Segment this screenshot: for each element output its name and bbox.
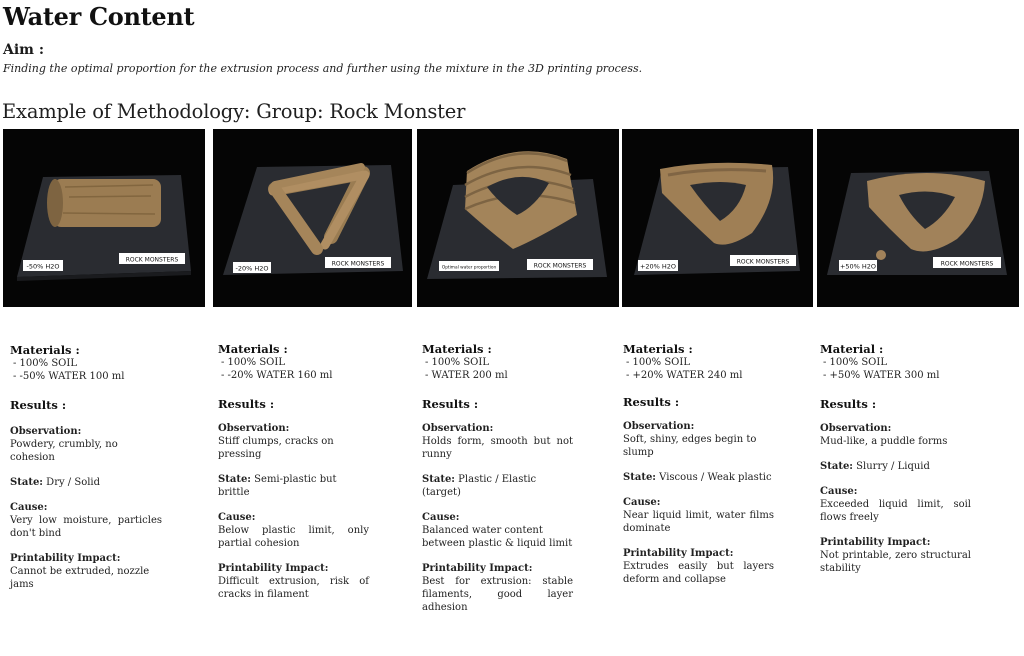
sample-column-3 xyxy=(422,342,573,614)
materials-heading: Material : xyxy=(820,342,884,356)
cause-text: Very low moisture, particles don't bind xyxy=(10,515,162,539)
material-item: - 100% SOIL xyxy=(626,357,690,368)
materials-heading: Materials : xyxy=(10,343,80,357)
state-label: State: xyxy=(820,461,853,472)
state-value: Plastic / Elastic (target) xyxy=(422,474,537,498)
impact-label: Printability Impact: xyxy=(218,563,329,574)
sample-photo-1-image xyxy=(3,129,205,307)
material-item: - 100% SOIL xyxy=(221,357,285,368)
observation-label: Observation: xyxy=(623,421,695,432)
state-label: State: xyxy=(10,477,43,488)
material-item: - -50% WATER 100 ml xyxy=(13,371,125,382)
sample-photo-1 xyxy=(3,129,205,307)
photo-1-tag: -50% H2O xyxy=(26,262,60,271)
photo-5-tag: +50% H2O xyxy=(839,262,877,271)
sample-column-4 xyxy=(623,342,774,586)
photo-1-brand: ROCK MONSTERS xyxy=(125,256,179,264)
cause-text: Balanced water content between plastic & liquid limit xyxy=(422,525,573,549)
sample-photo-2-image xyxy=(213,129,412,307)
sample-photo-3-image xyxy=(417,129,619,307)
state-label: State: xyxy=(422,474,455,485)
sample-column-1 xyxy=(10,343,162,591)
state-value: Semi-plastic but brittle xyxy=(218,474,337,498)
impact-text: Cannot be extruded, nozzle jams xyxy=(10,566,150,590)
cause-text: Exceeded liquid limit, soil flows freely xyxy=(820,499,971,523)
materials-heading: Materials : xyxy=(422,342,492,356)
aim-text: Finding the optimal proportion for the extrusion process and further using the mixture in the 3D printing process. xyxy=(3,62,643,75)
photo-2-brand: ROCK MONSTERS xyxy=(331,260,385,268)
results-heading: Results : xyxy=(820,397,877,411)
results-heading: Results : xyxy=(623,395,680,409)
state-value: Slurry / Liquid xyxy=(853,461,930,472)
photo-3-brand: ROCK MONSTERS xyxy=(533,262,587,270)
state-label: State: xyxy=(218,474,251,485)
results-heading: Results : xyxy=(10,398,67,412)
state-line xyxy=(820,460,971,473)
impact-label: Printability Impact: xyxy=(820,537,931,548)
material-item: - -20% WATER 160 ml xyxy=(221,370,333,381)
cause-text: Near liquid limit, water films dominate xyxy=(623,510,774,534)
sample-photo-5 xyxy=(817,129,1019,307)
cause-label: Cause: xyxy=(820,486,858,497)
impact-label: Printability Impact: xyxy=(623,548,734,559)
impact-text: Extrudes easily but layers deform and collapse xyxy=(623,561,774,585)
material-item: - 100% SOIL xyxy=(823,357,887,368)
sample-column-5 xyxy=(820,342,971,575)
photo-4-tag: +20% H2O xyxy=(639,262,677,271)
state-line xyxy=(422,473,573,499)
cause-label: Cause: xyxy=(422,512,460,523)
impact-text: Best for extrusion: stable filaments, good layer adhesion xyxy=(422,576,573,613)
state-line xyxy=(623,471,774,484)
sample-photo-3 xyxy=(417,129,619,307)
material-item: - 100% SOIL xyxy=(425,357,489,368)
state-value: Dry / Solid xyxy=(43,477,101,488)
results-heading: Results : xyxy=(422,397,479,411)
observation-label: Observation: xyxy=(422,423,494,434)
material-item: - 100% SOIL xyxy=(13,358,77,369)
sample-photo-2 xyxy=(213,129,412,307)
aim-heading: Aim : xyxy=(3,42,45,58)
impact-label: Printability Impact: xyxy=(422,563,533,574)
cause-label: Cause: xyxy=(10,502,48,513)
material-item: - +50% WATER 300 ml xyxy=(823,370,940,381)
state-value: Viscous / Weak plastic xyxy=(656,472,772,483)
cause-label: Cause: xyxy=(218,512,256,523)
state-label: State: xyxy=(623,472,656,483)
sample-photo-4-image xyxy=(622,129,813,307)
observation-text: Mud-like, a puddle forms xyxy=(820,436,948,447)
observation-text: Powdery, crumbly, no cohesion xyxy=(10,439,118,463)
results-heading: Results : xyxy=(218,397,275,411)
observation-text: Soft, shiny, edges begin to slump xyxy=(623,434,757,458)
cause-label: Cause: xyxy=(623,497,661,508)
photo-4-brand: ROCK MONSTERS xyxy=(736,258,790,266)
sample-photo-5-image xyxy=(817,129,1019,307)
sample-column-2 xyxy=(218,342,369,601)
impact-text: Not printable, zero structural stability xyxy=(820,550,971,574)
cause-text: Below plastic limit, only partial cohesion xyxy=(218,525,369,549)
state-line xyxy=(10,476,162,489)
observation-text: Holds form, smooth but not runny xyxy=(422,436,573,460)
observation-label: Observation: xyxy=(10,426,82,437)
photo-2-tag: -20% H2O xyxy=(235,264,269,273)
photo-5-brand: ROCK MONSTERS xyxy=(940,260,994,268)
materials-heading: Materials : xyxy=(218,342,288,356)
observation-label: Observation: xyxy=(820,423,892,434)
observation-text: Stiff clumps, cracks on pressing xyxy=(218,436,334,460)
impact-label: Printability Impact: xyxy=(10,553,121,564)
material-item: - +20% WATER 240 ml xyxy=(626,370,743,381)
page-title: Water Content xyxy=(3,2,195,31)
sample-photo-4 xyxy=(622,129,813,307)
material-item: - WATER 200 ml xyxy=(425,370,508,381)
materials-heading: Materials : xyxy=(623,342,693,356)
state-line xyxy=(218,473,369,499)
photo-3-tag: Optimal water proportion xyxy=(441,265,497,271)
observation-label: Observation: xyxy=(218,423,290,434)
methodology-heading: Example of Methodology: Group: Rock Monster xyxy=(2,100,466,123)
impact-text: Difficult extrusion, risk of cracks in filament xyxy=(218,576,369,600)
